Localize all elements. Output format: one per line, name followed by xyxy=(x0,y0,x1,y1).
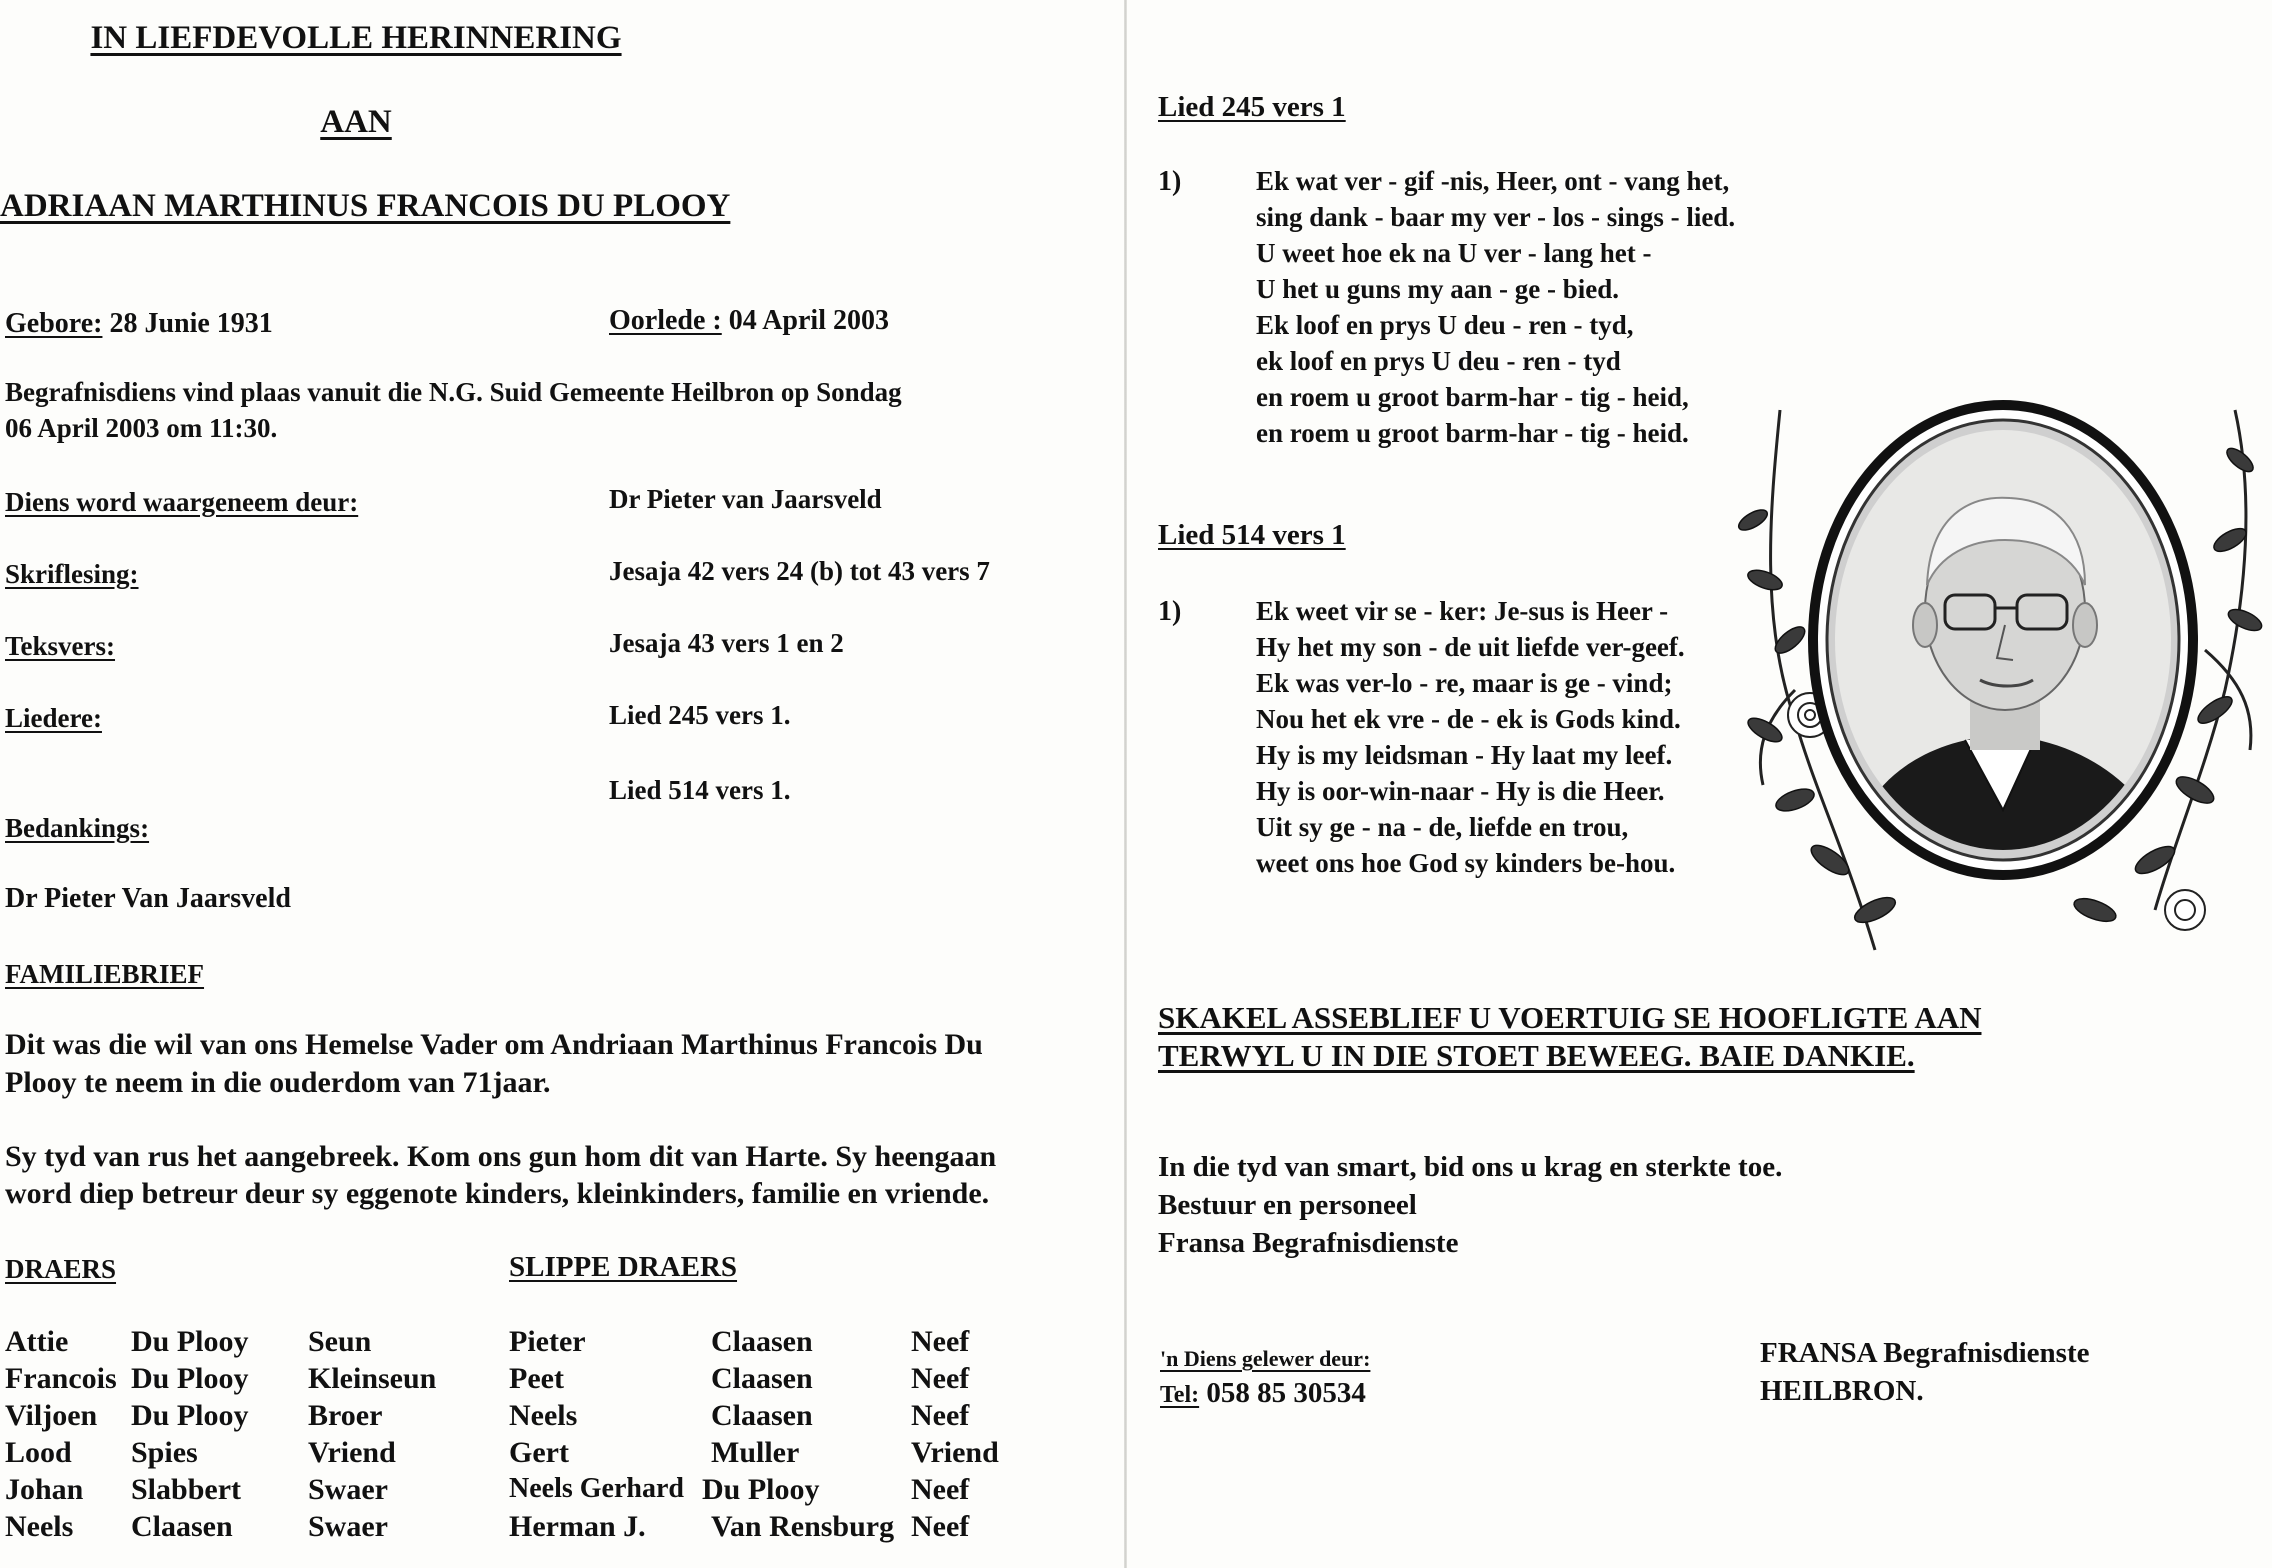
pall-bearer-relation: Neef xyxy=(911,1362,970,1395)
hymn-245-number: 1) xyxy=(1158,166,1182,197)
left-page xyxy=(0,0,1125,1568)
birth-date xyxy=(5,308,273,340)
service-info-line2: 06 April 2003 om 11:30. xyxy=(5,413,278,443)
bearer-surname: Du Plooy xyxy=(131,1399,249,1432)
bearer-surname: Slabbert xyxy=(131,1473,242,1506)
verse-line: en roem u groot barm-har - tig - heid, xyxy=(1256,382,1689,412)
telephone xyxy=(1160,1377,1366,1410)
pall-bearer-surname: Claasen xyxy=(711,1362,813,1395)
pall-bearer-first-name: Neels Gerhard xyxy=(509,1473,684,1504)
pall-bearer-surname: Claasen xyxy=(711,1399,813,1432)
bearer-first-name: Viljoen xyxy=(5,1399,98,1432)
verse-line: Uit sy ge - na - de, liefde en trou, xyxy=(1256,812,1629,842)
verse-line: Hy het my son - de uit liefde ver-geef. xyxy=(1256,632,1685,662)
pall-bearer-first-name: Herman J. xyxy=(509,1510,646,1543)
verse-line: ek loof en prys U deu - ren - tyd xyxy=(1256,346,1621,376)
text-verse-label: Teksvers: xyxy=(5,631,116,661)
bearer-relation: Swaer xyxy=(308,1473,388,1506)
deceased-name: ADRIAAN MARTHINUS FRANCOIS DU PLOOY xyxy=(0,188,731,224)
bearer-relation: Seun xyxy=(308,1325,372,1358)
bearers-heading: DRAERS xyxy=(5,1254,117,1284)
verse-line: Hy is oor-win-naar - Hy is die Heer. xyxy=(1256,776,1665,806)
died-value: 04 April 2003 xyxy=(728,305,889,336)
telephone-label: Tel: xyxy=(1160,1382,1200,1408)
family-letter-p1-line1: Dit was die wil van ons Hemelse Vader om Andriaan Marthinus Francois Du xyxy=(5,1028,983,1061)
verse-line: weet ons hoe God sy kinders be-hou. xyxy=(1256,848,1676,878)
verse-line: Ek loof en prys U deu - ren - tyd, xyxy=(1256,310,1634,340)
memorial-title: IN LIEFDEVOLLE HERINNERING xyxy=(90,20,622,56)
scripture-value: Jesaja 42 vers 24 (b) tot 43 vers 7 xyxy=(609,556,990,586)
text-verse-value: Jesaja 43 vers 1 en 2 xyxy=(609,628,844,658)
bearer-first-name: Attie xyxy=(5,1325,69,1358)
hymn-514-title: Lied 514 vers 1 xyxy=(1158,519,1346,551)
service-provider-label: 'n Diens gelewer deur: xyxy=(1160,1346,1371,1371)
born-label: Gebore: xyxy=(5,308,103,339)
pall-bearers-heading: SLIPPE DRAERS xyxy=(509,1251,738,1283)
verse-line: U weet hoe ek na U ver - lang het - xyxy=(1256,238,1652,268)
bearer-first-name: Francois xyxy=(5,1362,117,1395)
bearer-surname: Du Plooy xyxy=(131,1325,249,1358)
pall-bearer-first-name: Pieter xyxy=(509,1325,586,1358)
pall-bearer-first-name: Gert xyxy=(509,1436,569,1469)
hymn-514-number: 1) xyxy=(1158,596,1182,627)
officiant-label: Diens word waargeneem deur: xyxy=(5,487,359,517)
headlights-notice-line2: TERWYL U IN DIE STOET BEWEEG. BAIE DANKIE. xyxy=(1158,1038,1915,1073)
condolence-line3: Fransa Begrafnisdienste xyxy=(1158,1227,1459,1259)
bearer-surname: Spies xyxy=(131,1436,198,1469)
verse-line: Ek was ver-lo - re, maar is ge - vind; xyxy=(1256,668,1673,698)
pall-bearer-surname: Muller xyxy=(711,1436,800,1469)
bearer-relation: Vriend xyxy=(308,1436,396,1469)
family-letter-p2-line1: Sy tyd van rus het aangebreek. Kom ons gun hom dit van Harte. Sy heengaan xyxy=(5,1140,997,1173)
condolence-line1: In die tyd van smart, bid ons u krag en sterkte toe. xyxy=(1158,1151,1783,1183)
company-name: FRANSA Begrafnisdienste xyxy=(1760,1337,2090,1369)
thanks-label: Bedankings: xyxy=(5,813,150,843)
headlights-notice-line1: SKAKEL ASSEBLIEF U VOERTUIG SE HOOFLIGTE AAN xyxy=(1158,1000,1982,1035)
pall-bearer-first-name: Peet xyxy=(509,1362,564,1395)
pall-bearer-surname: Van Rensburg xyxy=(711,1510,895,1543)
officiant-value: Dr Pieter van Jaarsveld xyxy=(609,484,882,514)
bearer-relation: Swaer xyxy=(308,1510,388,1543)
pall-bearer-relation: Neef xyxy=(911,1325,970,1358)
hymn-245-title: Lied 245 vers 1 xyxy=(1158,91,1346,123)
thanks-value: Dr Pieter Van Jaarsveld xyxy=(5,883,291,914)
bearer-relation: Broer xyxy=(308,1399,383,1432)
condolence-line2: Bestuur en personeel xyxy=(1158,1189,1417,1221)
company-town: HEILBRON. xyxy=(1760,1375,1924,1407)
verse-line: Nou het ek vre - de - ek is Gods kind. xyxy=(1256,704,1681,734)
verse-line: Hy is my leidsman - Hy laat my leef. xyxy=(1256,740,1673,770)
pall-bearer-relation: Neef xyxy=(911,1510,970,1543)
portrait-illustration xyxy=(1735,390,2265,965)
bearer-first-name: Neels xyxy=(5,1510,74,1543)
family-letter-heading: FAMILIEBRIEF xyxy=(5,959,205,989)
songs-label: Liedere: xyxy=(5,703,102,733)
died-label: Oorlede : xyxy=(609,305,722,336)
pall-bearer-relation: Vriend xyxy=(911,1436,999,1469)
songs-value-2: Lied 514 vers 1. xyxy=(609,775,791,805)
family-letter-p2-line2: word diep betreur deur sy eggenote kinders, kleinkinders, familie en vriende. xyxy=(5,1177,990,1210)
verse-line: en roem u groot barm-har - tig - heid. xyxy=(1256,418,1689,448)
pall-bearer-relation: Neef xyxy=(911,1399,970,1432)
bearer-first-name: Johan xyxy=(5,1473,84,1506)
family-letter-p1-line2: Plooy te neem in die ouderdom van 71jaar. xyxy=(5,1066,551,1099)
bearer-surname: Claasen xyxy=(131,1510,233,1543)
scripture-label: Skriflesing: xyxy=(5,559,139,589)
bearer-surname: Du Plooy xyxy=(131,1362,249,1395)
death-date xyxy=(609,305,889,337)
born-value: 28 Junie 1931 xyxy=(109,308,273,339)
pall-bearer-surname: Claasen xyxy=(711,1325,813,1358)
pall-bearer-first-name: Neels xyxy=(509,1399,578,1432)
verse-line: sing dank - baar my ver - los - sings - lied. xyxy=(1256,202,1736,232)
pall-bearer-surname: Du Plooy xyxy=(702,1473,820,1506)
portrait-frame xyxy=(1735,390,2265,965)
bearer-relation: Kleinseun xyxy=(308,1362,437,1395)
verse-line: Ek wat ver - gif -nis, Heer, ont - vang het, xyxy=(1256,166,1730,196)
songs-value-1: Lied 245 vers 1. xyxy=(609,700,791,730)
memorial-title-aan: AAN xyxy=(320,104,392,140)
telephone-value: 058 85 30534 xyxy=(1206,1377,1366,1409)
pall-bearer-relation: Neef xyxy=(911,1473,970,1506)
verse-line: Ek weet vir se - ker: Je-sus is Heer - xyxy=(1256,596,1669,626)
bearer-first-name: Lood xyxy=(5,1436,72,1469)
service-info-line1: Begrafnisdiens vind plaas vanuit die N.G. Suid Gemeente Heilbron op Sondag xyxy=(5,377,902,407)
verse-line: U het u guns my aan - ge - bied. xyxy=(1256,274,1620,304)
